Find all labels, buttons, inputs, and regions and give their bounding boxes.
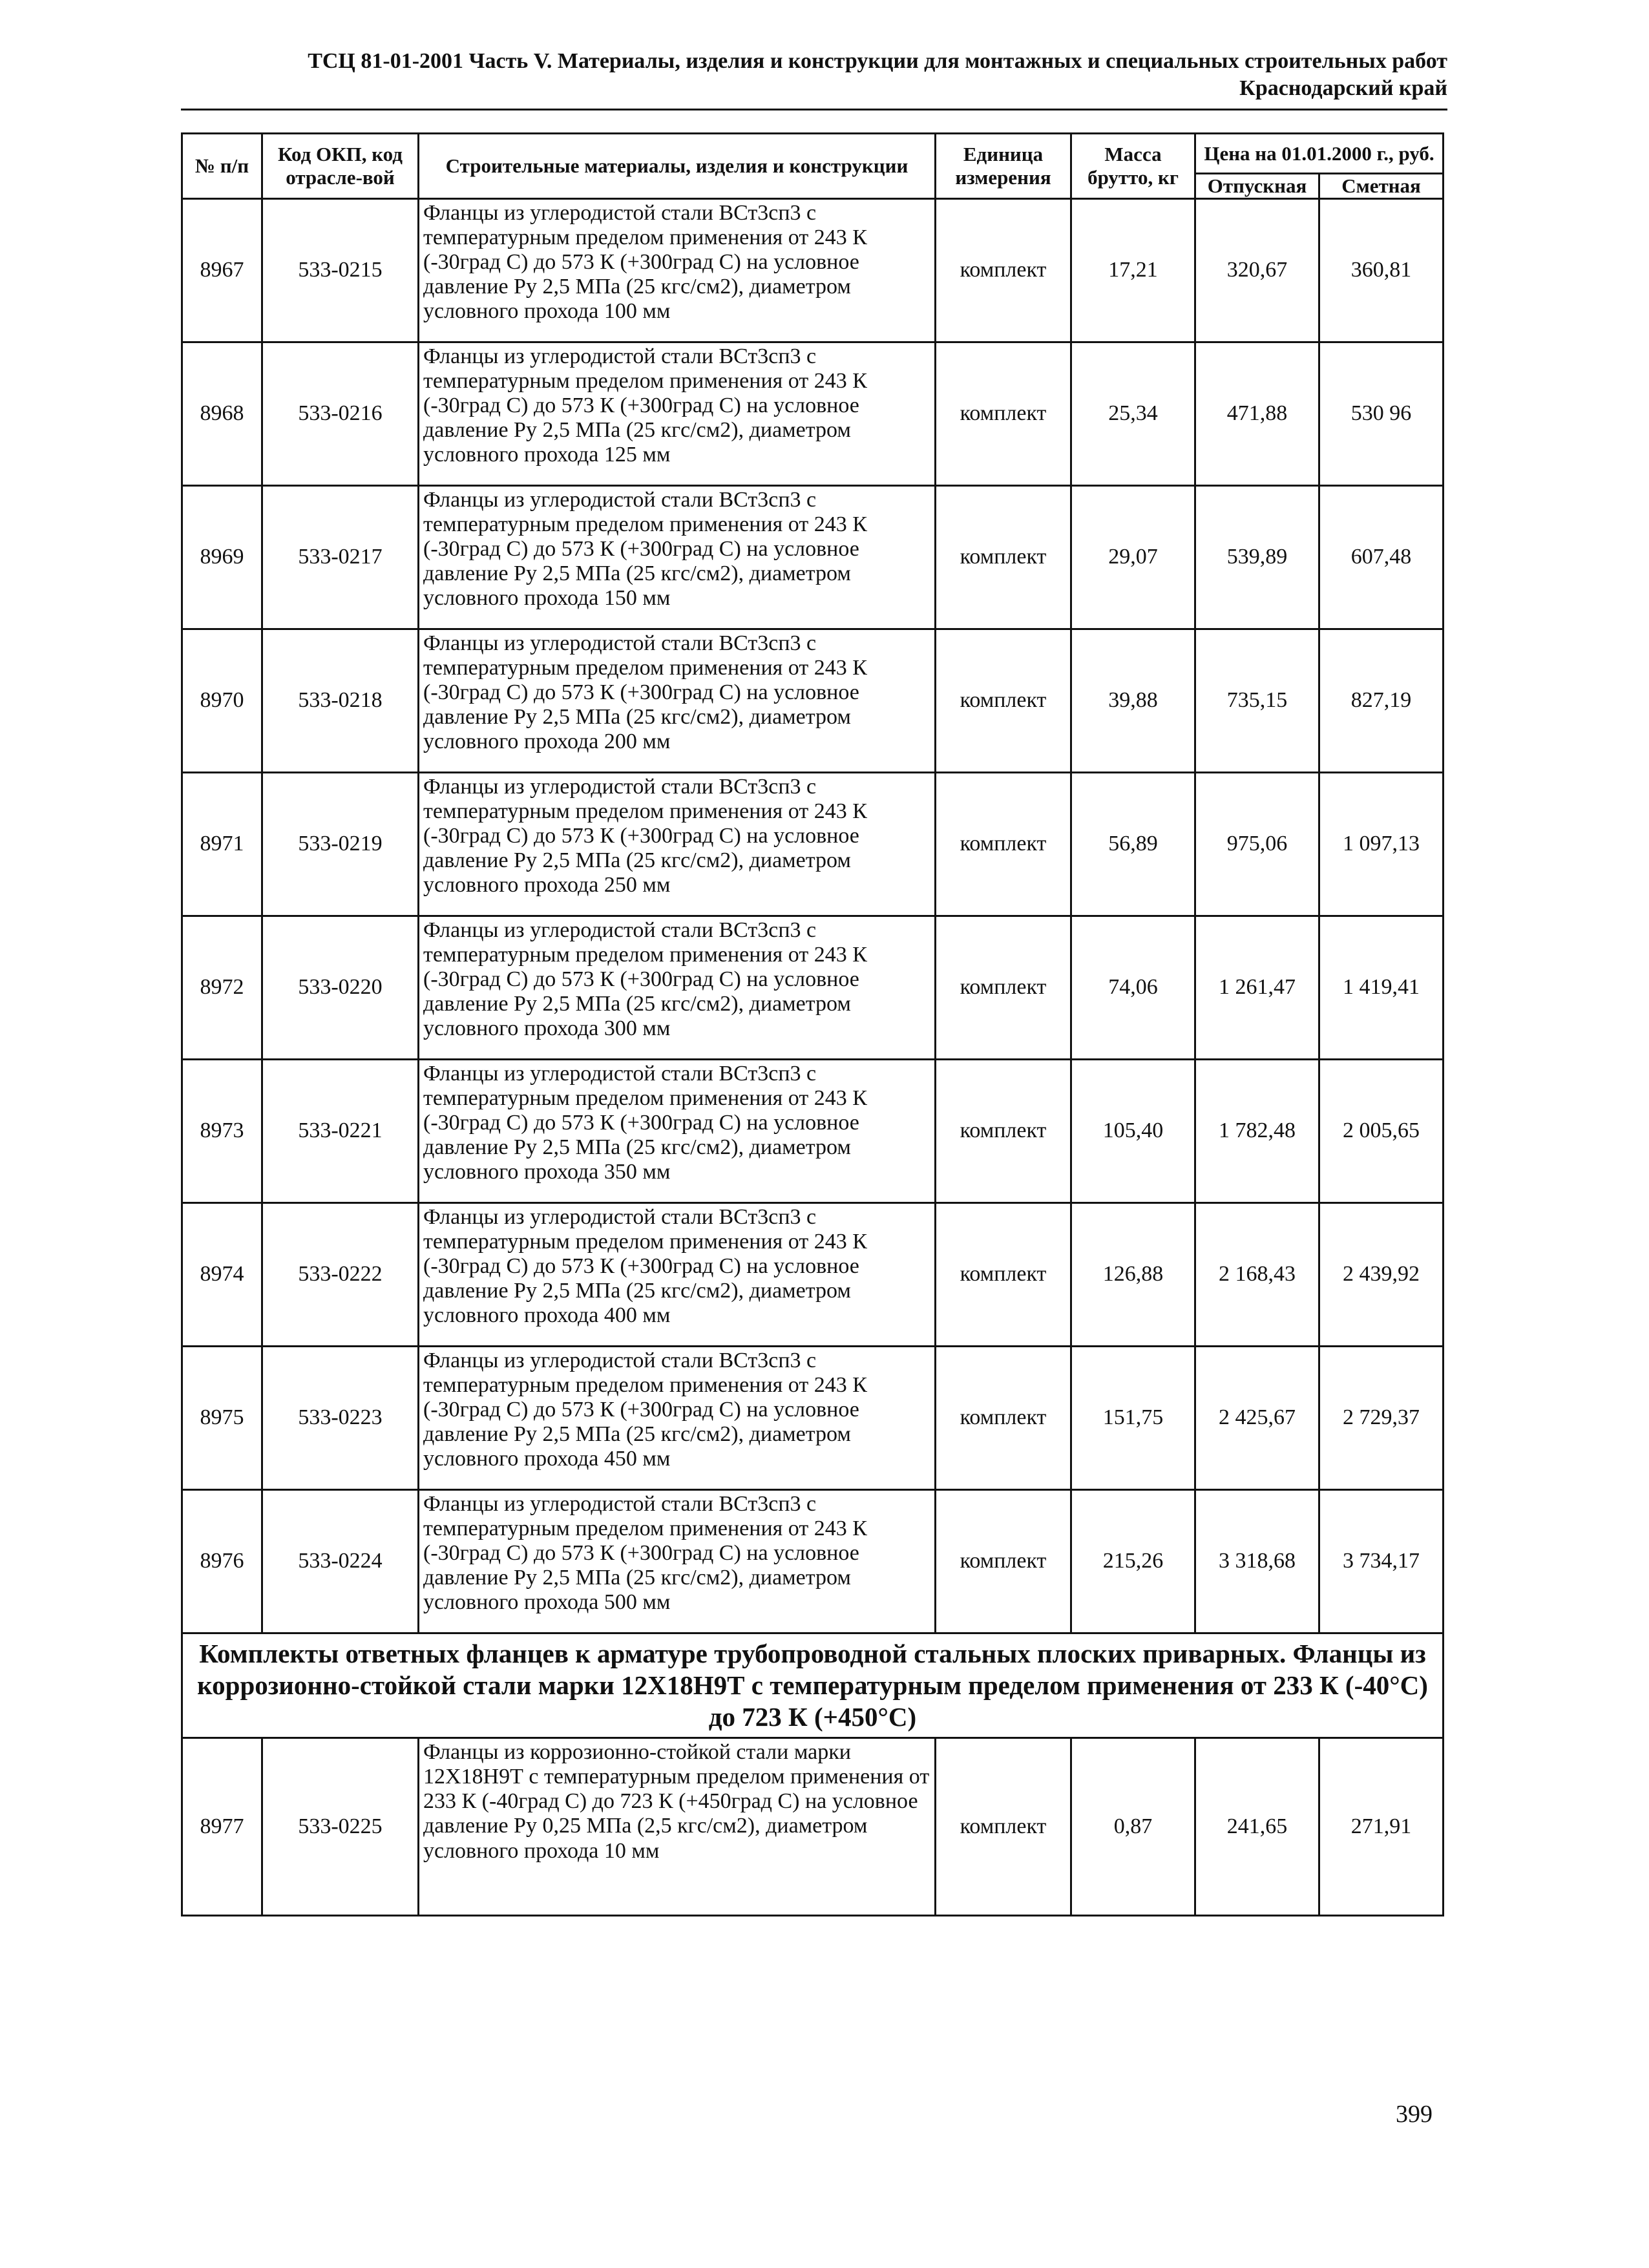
row-num: 8970 — [182, 629, 262, 772]
row-mass: 126,88 — [1071, 1202, 1195, 1346]
table-row — [182, 772, 1444, 916]
col-header-price-release: Отпускная — [1195, 174, 1319, 199]
row-num: 8969 — [182, 485, 262, 629]
row-price-release: 320,67 — [1195, 198, 1319, 342]
row-description: Фланцы из углеродистой стали ВСт3сп3 с температурным пределом применения от 243 К (-30град С) до 573 К (+300град С) на условное давление Ру 2,5 МПа (25 кгс/см2), диаметром условного прохода 400 мм — [419, 1202, 936, 1346]
row-mass: 151,75 — [1071, 1346, 1195, 1489]
row-price-release: 241,65 — [1195, 1738, 1319, 1916]
row-code: 533-0215 — [262, 198, 419, 342]
row-unit: комплект — [936, 1202, 1071, 1346]
row-unit: комплект — [936, 629, 1071, 772]
table-row — [182, 198, 1444, 342]
row-num: 8971 — [182, 772, 262, 916]
row-code: 533-0219 — [262, 772, 419, 916]
row-price-release: 3 318,68 — [1195, 1489, 1319, 1633]
header-divider — [181, 109, 1447, 110]
table-row — [182, 485, 1444, 629]
row-num: 8975 — [182, 1346, 262, 1489]
row-price-estimate: 2 729,37 — [1319, 1346, 1444, 1489]
row-description: Фланцы из углеродистой стали ВСт3сп3 с температурным пределом применения от 243 К (-30град С) до 573 К (+300град С) на условное давление Ру 2,5 МПа (25 кгс/см2), диаметром условного прохода 250 мм — [419, 772, 936, 916]
page-number: 399 — [1396, 2101, 1433, 2128]
row-price-estimate: 530 96 — [1319, 342, 1444, 485]
table-row — [182, 1202, 1444, 1346]
row-unit: комплект — [936, 1059, 1071, 1202]
row-unit: комплект — [936, 1346, 1071, 1489]
row-unit: комплект — [936, 485, 1071, 629]
row-unit: комплект — [936, 1738, 1071, 1916]
row-description: Фланцы из углеродистой стали ВСт3сп3 с температурным пределом применения от 243 К (-30град С) до 573 К (+300град С) на условное давление Ру 2,5 МПа (25 кгс/см2), диаметром условного прохода 450 мм — [419, 1346, 936, 1489]
row-price-release: 2 425,67 — [1195, 1346, 1319, 1489]
col-header-mass: Масса брутто, кг — [1071, 134, 1195, 199]
row-num: 8974 — [182, 1202, 262, 1346]
row-code: 533-0216 — [262, 342, 419, 485]
row-code: 533-0221 — [262, 1059, 419, 1202]
table-row — [182, 1738, 1444, 1916]
row-code: 533-0225 — [262, 1738, 419, 1916]
table-row — [182, 342, 1444, 485]
row-unit: комплект — [936, 198, 1071, 342]
row-code: 533-0223 — [262, 1346, 419, 1489]
row-price-release: 1 782,48 — [1195, 1059, 1319, 1202]
row-num: 8977 — [182, 1738, 262, 1916]
price-table — [181, 132, 1444, 1916]
row-mass: 105,40 — [1071, 1059, 1195, 1202]
row-mass: 17,21 — [1071, 198, 1195, 342]
col-header-num: № п/п — [182, 134, 262, 199]
row-mass: 74,06 — [1071, 916, 1195, 1059]
row-num: 8968 — [182, 342, 262, 485]
table-row — [182, 1059, 1444, 1202]
region-label: Краснодарский край — [1239, 76, 1447, 100]
col-header-price: Цена на 01.01.2000 г., руб. — [1195, 134, 1444, 174]
table-row — [182, 629, 1444, 772]
row-num: 8976 — [182, 1489, 262, 1633]
row-price-release: 471,88 — [1195, 342, 1319, 485]
table-row — [182, 916, 1444, 1059]
row-description: Фланцы из углеродистой стали ВСт3сп3 с температурным пределом применения от 243 К (-30град С) до 573 К (+300град С) на условное давление Ру 2,5 МПа (25 кгс/см2), диаметром условного прохода 125 мм — [419, 342, 936, 485]
row-price-estimate: 607,48 — [1319, 485, 1444, 629]
row-unit: комплект — [936, 1489, 1071, 1633]
row-mass: 0,87 — [1071, 1738, 1195, 1916]
row-code: 533-0217 — [262, 485, 419, 629]
row-price-release: 539,89 — [1195, 485, 1319, 629]
row-description: Фланцы из углеродистой стали ВСт3сп3 с температурным пределом применения от 243 К (-30град С) до 573 К (+300град С) на условное давление Ру 2,5 МПа (25 кгс/см2), диаметром условного прохода 100 мм — [419, 198, 936, 342]
section-title: Комплекты ответных фланцев к арматуре трубопроводной стальных плоских приварных. Фланцы из коррозионно-стойкой стали марки 12Х18Н9Т с температурным пределом применения от 233 К (-40°С) до 723 К (+450°С) — [182, 1633, 1444, 1738]
table-row — [182, 1346, 1444, 1489]
row-price-estimate: 827,19 — [1319, 629, 1444, 772]
row-price-release: 2 168,43 — [1195, 1202, 1319, 1346]
row-price-release: 975,06 — [1195, 772, 1319, 916]
row-price-estimate: 3 734,17 — [1319, 1489, 1444, 1633]
row-price-estimate: 2 005,65 — [1319, 1059, 1444, 1202]
row-num: 8973 — [182, 1059, 262, 1202]
row-description: Фланцы из углеродистой стали ВСт3сп3 с температурным пределом применения от 243 К (-30град С) до 573 К (+300град С) на условное давление Ру 2,5 МПа (25 кгс/см2), диаметром условного прохода 200 мм — [419, 629, 936, 772]
row-mass: 39,88 — [1071, 629, 1195, 772]
row-unit: комплект — [936, 916, 1071, 1059]
row-description: Фланцы из углеродистой стали ВСт3сп3 с температурным пределом применения от 243 К (-30град С) до 573 К (+300град С) на условное давление Ру 2,5 МПа (25 кгс/см2), диаметром условного прохода 300 мм — [419, 916, 936, 1059]
col-header-material: Строительные материалы, изделия и конструкции — [419, 134, 936, 199]
row-code: 533-0218 — [262, 629, 419, 772]
row-num: 8972 — [182, 916, 262, 1059]
row-description: Фланцы из углеродистой стали ВСт3сп3 с температурным пределом применения от 243 К (-30град С) до 573 К (+300град С) на условное давление Ру 2,5 МПа (25 кгс/см2), диаметром условного прохода 350 мм — [419, 1059, 936, 1202]
page-header — [181, 49, 1447, 101]
row-price-estimate: 1 419,41 — [1319, 916, 1444, 1059]
row-code: 533-0224 — [262, 1489, 419, 1633]
row-price-release: 1 261,47 — [1195, 916, 1319, 1059]
col-header-code: Код ОКП, код отрасле-вой — [262, 134, 419, 199]
row-price-estimate: 360,81 — [1319, 198, 1444, 342]
row-description: Фланцы из углеродистой стали ВСт3сп3 с температурным пределом применения от 243 К (-30град С) до 573 К (+300град С) на условное давление Ру 2,5 МПа (25 кгс/см2), диаметром условного прохода 150 мм — [419, 485, 936, 629]
row-mass: 25,34 — [1071, 342, 1195, 485]
row-mass: 29,07 — [1071, 485, 1195, 629]
row-unit: комплект — [936, 772, 1071, 916]
row-mass: 56,89 — [1071, 772, 1195, 916]
row-price-estimate: 2 439,92 — [1319, 1202, 1444, 1346]
row-code: 533-0220 — [262, 916, 419, 1059]
col-header-unit: Единица измерения — [936, 134, 1071, 199]
row-unit: комплект — [936, 342, 1071, 485]
row-price-estimate: 271,91 — [1319, 1738, 1444, 1916]
row-mass: 215,26 — [1071, 1489, 1195, 1633]
col-header-price-estimate: Сметная — [1319, 174, 1444, 199]
row-code: 533-0222 — [262, 1202, 419, 1346]
document-title: ТСЦ 81-01-2001 Часть V. Материалы, изделия и конструкции для монтажных и специальных строительных работ — [308, 49, 1447, 73]
row-price-release: 735,15 — [1195, 629, 1319, 772]
row-price-estimate: 1 097,13 — [1319, 772, 1444, 916]
row-num: 8967 — [182, 198, 262, 342]
row-description: Фланцы из углеродистой стали ВСт3сп3 с температурным пределом применения от 243 К (-30град С) до 573 К (+300град С) на условное давление Ру 2,5 МПа (25 кгс/см2), диаметром условного прохода 500 мм — [419, 1489, 936, 1633]
section-header-row — [182, 1633, 1444, 1738]
row-description: Фланцы из коррозионно-стойкой стали марки 12Х18Н9Т с температурным пределом применения от 233 К (-40град С) до 723 К (+450град С) на условное давление Ру 0,25 МПа (2,5 кгс/см2), диаметром условного прохода 10 мм — [419, 1738, 936, 1916]
table-row — [182, 1489, 1444, 1633]
